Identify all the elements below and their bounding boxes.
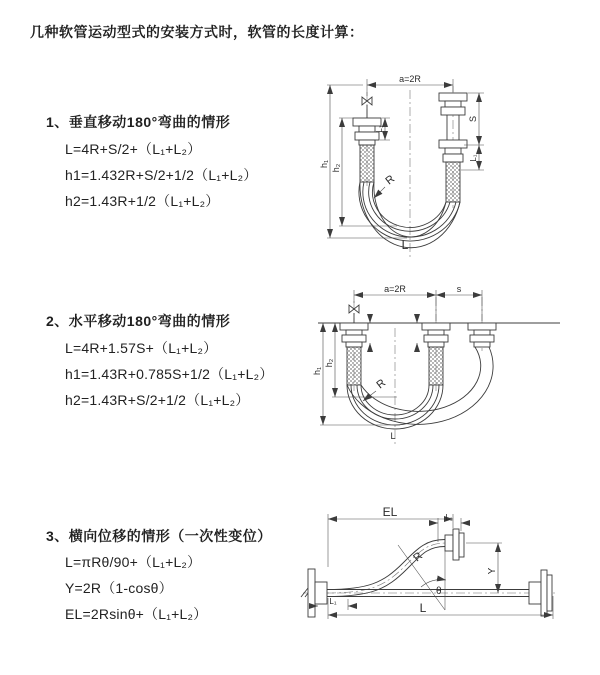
- formula-2-h1: h1=1.43R+0.785S+1/2（L₁+L₂）: [65, 366, 274, 382]
- dim-label-h1-2: h₁: [312, 366, 322, 376]
- braided-hose-left: [347, 347, 361, 385]
- dim-label-l1-right-1: L₁: [469, 154, 478, 162]
- section-1-heading: 1、垂直移动180°弯曲的情形: [46, 114, 231, 130]
- length-label-3: L: [419, 601, 427, 615]
- dim-label-a2r-2: a=2R: [384, 284, 406, 294]
- section-3-heading: 3、横向位移的情形（一次性变位）: [46, 528, 272, 544]
- braided-hose-middle: [429, 347, 443, 385]
- dim-label-el: EL: [382, 505, 398, 519]
- section-2: [46, 311, 321, 331]
- page-title: 几种软管运动型式的安装方式时，软管的长度计算：: [30, 24, 364, 40]
- braided-hose-right: [446, 162, 460, 202]
- formula-2-l: L=4R+1.57S+（L₁+L₂）: [65, 340, 218, 356]
- diagram-lateral-displacement: [295, 498, 600, 640]
- radius-label-3: R: [411, 549, 426, 565]
- radius-label-2: R: [374, 377, 389, 392]
- dim-label-l1-left-3: L₁: [329, 597, 337, 606]
- dim-label-a2r-1: a=2R: [399, 74, 421, 84]
- length-label-1: L: [401, 238, 409, 252]
- diagram-vertical-bend: [305, 68, 600, 268]
- dim-label-y: Y: [487, 567, 498, 575]
- length-label-2: L: [390, 431, 396, 441]
- radius-label-1: R: [383, 173, 398, 188]
- formula-3-y: Y=2R（1-cosθ）: [65, 580, 173, 596]
- braided-hose-left: [360, 145, 374, 182]
- section-3: [46, 526, 321, 546]
- formula-2-h2: h2=1.43R+S/2+1/2（L₁+L₂）: [65, 392, 250, 408]
- section-2-heading: 2、水平移动180°弯曲的情形: [46, 313, 231, 329]
- dim-label-l1-top: L₁: [445, 513, 453, 522]
- dim-label-h2-1: h₂: [331, 163, 341, 173]
- formula-3-el: EL=2Rsinθ+（L₁+L₂）: [65, 606, 208, 622]
- formula-3-l: L=πRθ/90+（L₁+L₂）: [65, 554, 202, 570]
- formula-1-h1: h1=1.432R+S/2+1/2（L₁+L₂）: [65, 167, 258, 183]
- dim-label-s-1: S: [468, 115, 478, 123]
- section-1: [46, 112, 321, 132]
- dim-label-s-2: s: [456, 284, 462, 294]
- formula-1-h2: h2=1.43R+1/2（L₁+L₂）: [65, 193, 220, 209]
- dim-label-h1-1: h₁: [319, 159, 329, 169]
- dim-label-l1-left-1: L₁: [375, 125, 384, 133]
- diagram-horizontal-bend: [305, 283, 600, 461]
- dim-label-h2-2: h₂: [324, 358, 334, 368]
- formula-1-l: L=4R+S/2+（L₁+L₂）: [65, 141, 202, 157]
- theta-label: θ: [436, 586, 442, 597]
